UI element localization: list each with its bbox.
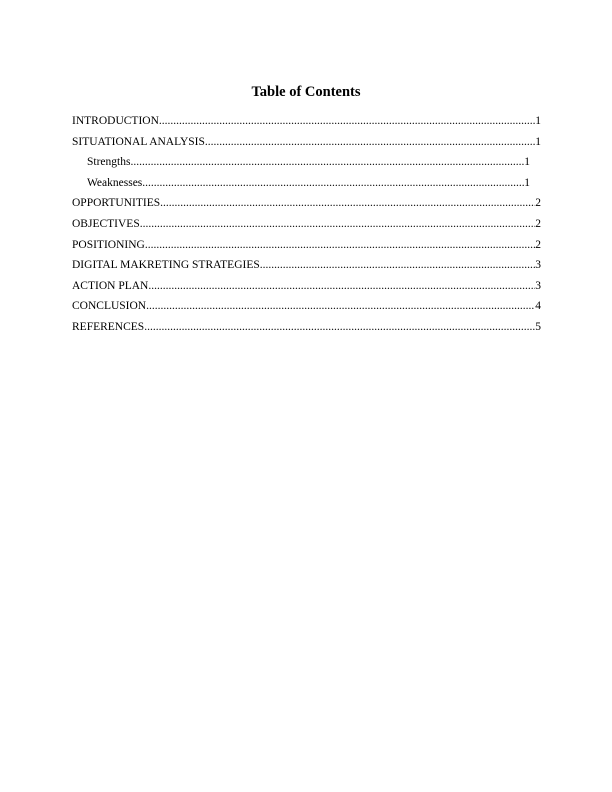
dot-leader (145, 238, 535, 252)
toc-entry-conclusion[interactable] (72, 299, 541, 320)
toc-entry-positioning[interactable] (72, 238, 541, 259)
toc-entry-page-number: 3 (535, 279, 541, 292)
toc-entry-label: ACTION PLAN (72, 279, 149, 292)
toc-entry-label: Strengths (87, 156, 131, 169)
dot-leader (144, 320, 535, 334)
toc-title: Table of Contents (251, 84, 361, 100)
toc-entry-page-number: 3 (535, 259, 541, 272)
dot-leader (146, 299, 535, 313)
toc-entry-page-number: 1 (524, 176, 530, 189)
toc-entry-page-number: 2 (535, 217, 541, 230)
toc-entry-action-plan[interactable] (72, 279, 541, 300)
dot-leader (148, 279, 535, 293)
dot-leader (130, 155, 524, 169)
toc-entry-label: CONCLUSION (72, 300, 147, 313)
dot-leader (160, 196, 535, 210)
toc-entry-label: OBJECTIVES (72, 217, 140, 230)
toc-entry-weaknesses[interactable] (87, 176, 530, 197)
toc-entry-opportunities[interactable] (72, 196, 541, 217)
toc-entry-label: DIGITAL MAKRETING STRATEGIES (72, 259, 260, 272)
toc-entry-page-number: 2 (535, 197, 541, 210)
toc-entry-label: REFERENCES (72, 320, 145, 333)
toc-entry-digital-marketing-strategies[interactable] (72, 258, 541, 279)
toc-entry-objectives[interactable] (72, 217, 541, 238)
toc-entry-label: INTRODUCTION (72, 115, 159, 127)
toc-entry-situational-analysis[interactable] (72, 135, 541, 156)
dot-leader (159, 114, 535, 128)
toc-list (72, 114, 541, 341)
dot-leader (142, 176, 524, 190)
toc-entry-references[interactable] (72, 320, 541, 341)
toc-entry-label: SITUATIONAL ANALYSIS (72, 135, 205, 148)
toc-entry-page-number: 1 (535, 115, 541, 127)
dot-leader (140, 217, 536, 231)
toc-entry-page-number: 4 (535, 300, 541, 313)
dot-leader (205, 135, 535, 149)
toc-entry-strengths[interactable] (87, 155, 530, 176)
toc-entry-introduction[interactable] (72, 114, 541, 135)
dot-leader (260, 258, 536, 272)
toc-entry-page-number: 5 (535, 320, 541, 333)
toc-entry-label: OPPORTUNITIES (72, 197, 161, 210)
toc-entry-page-number: 1 (524, 156, 530, 169)
toc-entry-page-number: 1 (535, 135, 541, 148)
toc-entry-label: POSITIONING (72, 238, 145, 251)
toc-entry-page-number: 2 (535, 238, 541, 251)
toc-entry-label: Weaknesses (87, 176, 143, 189)
